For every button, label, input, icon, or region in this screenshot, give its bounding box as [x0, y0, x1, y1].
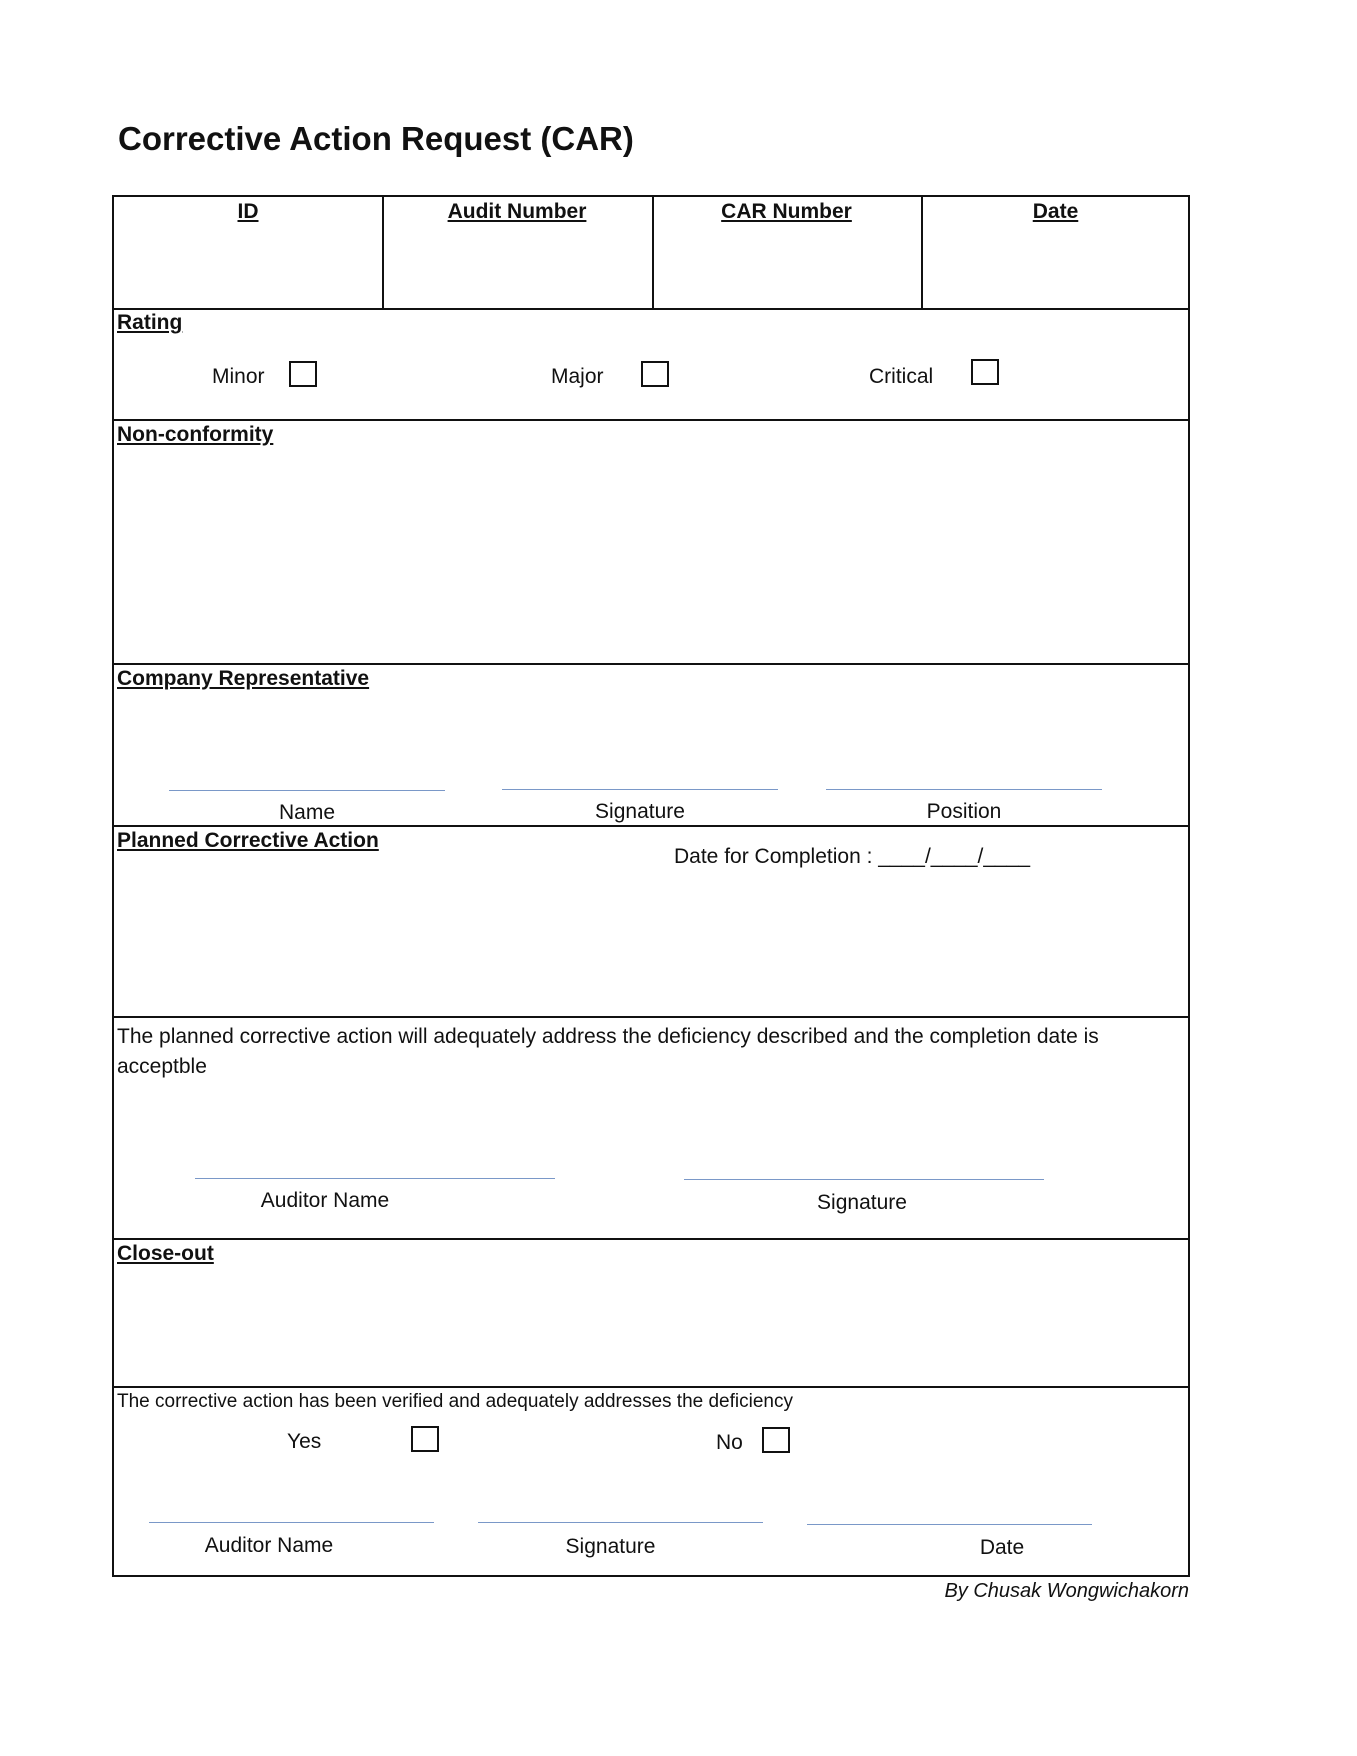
author-credit: By Chusak Wongwichakorn	[944, 1580, 1189, 1602]
acceptance-signature-label: Signature	[817, 1191, 907, 1214]
minor-checkbox[interactable]	[289, 361, 317, 387]
audit-number-label: Audit Number	[447, 200, 587, 223]
verification-signature-label: Signature	[565, 1535, 656, 1558]
verification-signature-line[interactable]	[478, 1522, 763, 1523]
verification-date-label: Date	[979, 1536, 1025, 1559]
divider-rating	[114, 419, 1188, 421]
nonconformity-heading: Non-conformity	[117, 423, 274, 446]
page-title: Corrective Action Request (CAR)	[118, 120, 634, 157]
acceptance-auditor-name-line[interactable]	[195, 1178, 555, 1179]
verification-yes-label: Yes	[287, 1430, 322, 1453]
verification-statement: The corrective action has been verified and adequately addresses the deficiency	[117, 1391, 793, 1412]
divider-header	[114, 308, 1188, 310]
divider-planned-action	[114, 1016, 1188, 1018]
divider-auditor-acceptance	[114, 1238, 1188, 1240]
rating-critical-label: Critical	[869, 365, 934, 388]
verification-auditor-name-label: Auditor Name	[204, 1534, 334, 1557]
planned-action-heading: Planned Corrective Action	[117, 829, 379, 852]
acceptance-auditor-name-label: Auditor Name	[260, 1189, 390, 1212]
verification-date-line[interactable]	[807, 1524, 1092, 1525]
yes-checkbox[interactable]	[411, 1426, 439, 1452]
verification-no-label: No	[716, 1431, 743, 1454]
auditor-acceptance-statement: The planned corrective action will adequately address the deficiency described and the completion date is acceptble	[117, 1025, 1099, 1078]
closeout-heading: Close-out	[117, 1242, 214, 1265]
divider-company-rep	[114, 825, 1188, 827]
divider-nonconformity	[114, 663, 1188, 665]
id-label: ID	[237, 200, 259, 223]
car-number-label: CAR Number	[721, 200, 852, 223]
date-label: Date	[1032, 200, 1079, 223]
car-form	[112, 195, 1190, 1577]
company-rep-position-line[interactable]	[826, 789, 1102, 790]
no-checkbox[interactable]	[762, 1427, 790, 1453]
acceptance-signature-line[interactable]	[684, 1179, 1044, 1180]
company-rep-heading: Company Representative	[117, 667, 370, 690]
company-rep-name-label: Name	[278, 801, 336, 824]
rating-heading: Rating	[117, 311, 183, 334]
divider-closeout	[114, 1386, 1188, 1388]
company-rep-name-line[interactable]	[169, 790, 445, 791]
major-checkbox[interactable]	[641, 361, 669, 387]
verification-auditor-name-line[interactable]	[149, 1522, 434, 1523]
rating-minor-label: Minor	[212, 365, 265, 388]
rating-major-label: Major	[551, 365, 604, 388]
company-rep-signature-label: Signature	[595, 800, 685, 823]
company-rep-position-label: Position	[926, 800, 1002, 823]
company-rep-signature-line[interactable]	[502, 789, 778, 790]
completion-date-field[interactable]: Date for Completion : ____/____/____	[674, 845, 1031, 868]
critical-checkbox[interactable]	[971, 359, 999, 385]
